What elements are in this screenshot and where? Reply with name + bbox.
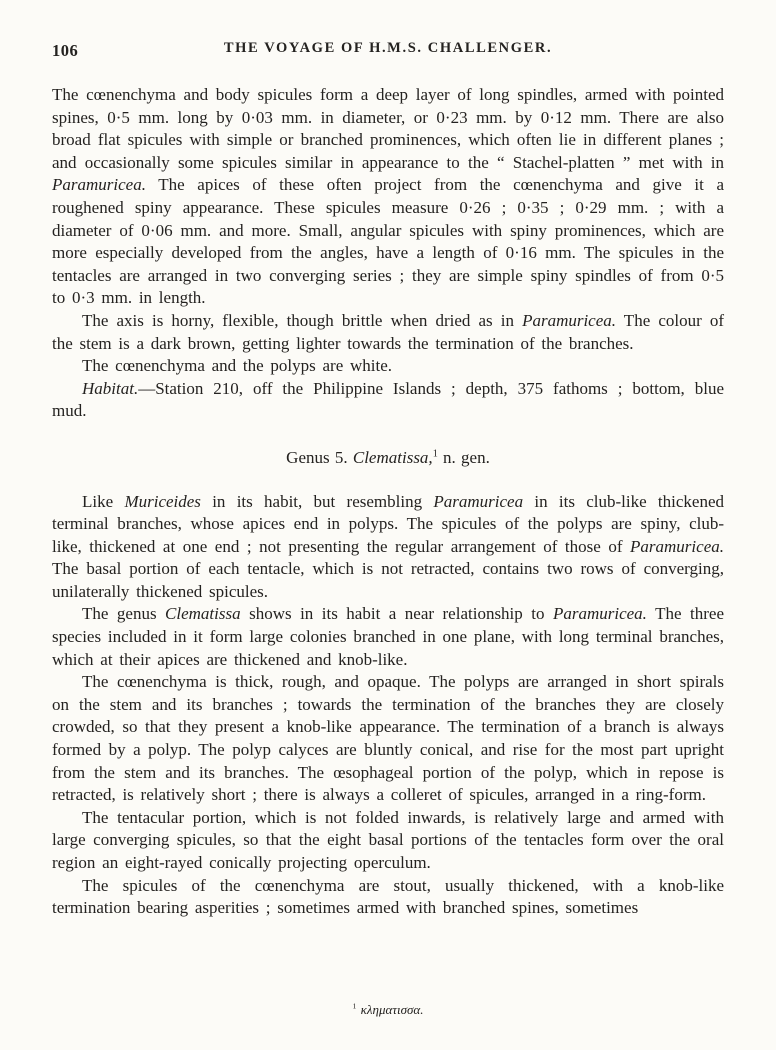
text-run: shows in its habit a near relationship to	[240, 604, 553, 624]
footnote	[0, 1002, 776, 1018]
italic-term: Clematissa,	[352, 447, 433, 467]
text-run: The genus	[82, 604, 166, 624]
italic-term: Paramuricea	[433, 491, 524, 511]
page-body	[52, 84, 724, 920]
text-run: The basal portion of each tentacle, which is not retracted, contains two rows of converging, unilaterally thickened spicules.	[52, 559, 724, 601]
text-run: The cœnenchyma and body spicules form a deep layer of long spindles, armed with pointed spines, 0·5 mm. long by 0·03 mm. in diameter, or 0·23 mm. by 0·12 mm. There are also broad flat spicules with simple or branched prominences, which often lie in different planes ; and occasionally some spicules similar in appearance to the “ Stachel-platten ” met with in	[52, 85, 724, 172]
paragraph	[52, 875, 724, 920]
italic-term: Clematissa	[165, 604, 241, 624]
paragraph	[52, 355, 724, 378]
italic-term: Muriceides	[124, 491, 201, 511]
running-title: THE VOYAGE OF H.M.S. CHALLENGER.	[223, 40, 553, 56]
italic-term: Habitat.	[82, 378, 139, 398]
text-run: The cœnenchyma and the polyps are white.	[82, 356, 393, 376]
text-run: The cœnenchyma is thick, rough, and opaque. The polyps are arranged in short spirals on the stem and its branches ; towards the termination of the branches they are closely crowded, so that they present a knob-like appearance. The termination of a branch is always formed by a polyp. The polyp calyces are bluntly conical, and rise for the most part upright from the stem and its branches. The œsophageal portion of the polyp, which in repose is retracted, is relatively short ; there is always a colleret of spicules, arranged in a ring-form.	[52, 672, 724, 805]
text-run: The axis is horny, flexible, though brittle when dried as in	[82, 310, 523, 330]
page-number: 106	[52, 41, 79, 60]
text-run: in its club-like thickened terminal branches, whose apices end in polyps. The spicules of the polyps are spiny, club-like, thickened at one end ; not presenting the regular arrangement of those of	[52, 491, 724, 556]
paragraph	[52, 84, 724, 310]
text-run: The colour of the stem is a dark brown, getting lighter towards the termination of the branches.	[52, 310, 725, 353]
text-run: in its habit, but resembling	[200, 491, 434, 511]
text-run: The three species included in it form large colonies branched in one plane, with long terminal branches, which at their apices are thickened and knob-like.	[52, 604, 724, 669]
paragraph	[52, 378, 724, 423]
italic-term: Paramuricea.	[52, 175, 146, 195]
text-run: Like	[82, 491, 125, 511]
italic-term: κληματισσα.	[356, 1002, 424, 1017]
footnote-marker: 1	[352, 1001, 357, 1011]
italic-term: Paramuricea.	[630, 536, 724, 556]
text-run: The spicules of the cœnenchyma are stout, usually thickened, with a knob-like termination bearing asperities ; sometimes armed with branched spines, sometimes	[52, 875, 724, 918]
italic-term: Paramuricea.	[552, 604, 647, 624]
text-run: The apices of these often project from the cœnenchyma and give it a roughened spiny appearance. These spicules measure 0·26 ; 0·35 ; 0·29 mm. ; with a diameter of 0·06 mm. and more. Small, angular spicules with spiny prominences, which are more especially developed from the angles, have a length of 0·16 mm. The spicules in the tentacles are arranged in two converging series ; they are simple spiny spindles of from 0·5 to 0·3 mm. in length.	[52, 175, 724, 308]
text-run: n. gen.	[437, 447, 490, 467]
paragraph	[52, 671, 724, 807]
paragraph	[52, 807, 724, 875]
paragraph	[52, 491, 724, 604]
paragraph	[52, 603, 724, 671]
text-run: The tentacular portion, which is not folded inwards, is relatively large and armed with large converging spicules, so that the eight basal portions of the tentacles form over the oral region an eight-rayed conically projecting operculum.	[52, 807, 724, 872]
footnote-marker: 1	[432, 448, 438, 460]
text-run: —Station 210, off the Philippine Islands ; depth, 375 fathoms ; bottom, blue mud.	[52, 378, 724, 421]
italic-term: Paramuricea.	[522, 310, 617, 330]
paragraph	[52, 310, 724, 355]
page-header	[52, 40, 724, 62]
text-run: Genus 5.	[286, 447, 353, 467]
genus-heading	[52, 447, 724, 470]
